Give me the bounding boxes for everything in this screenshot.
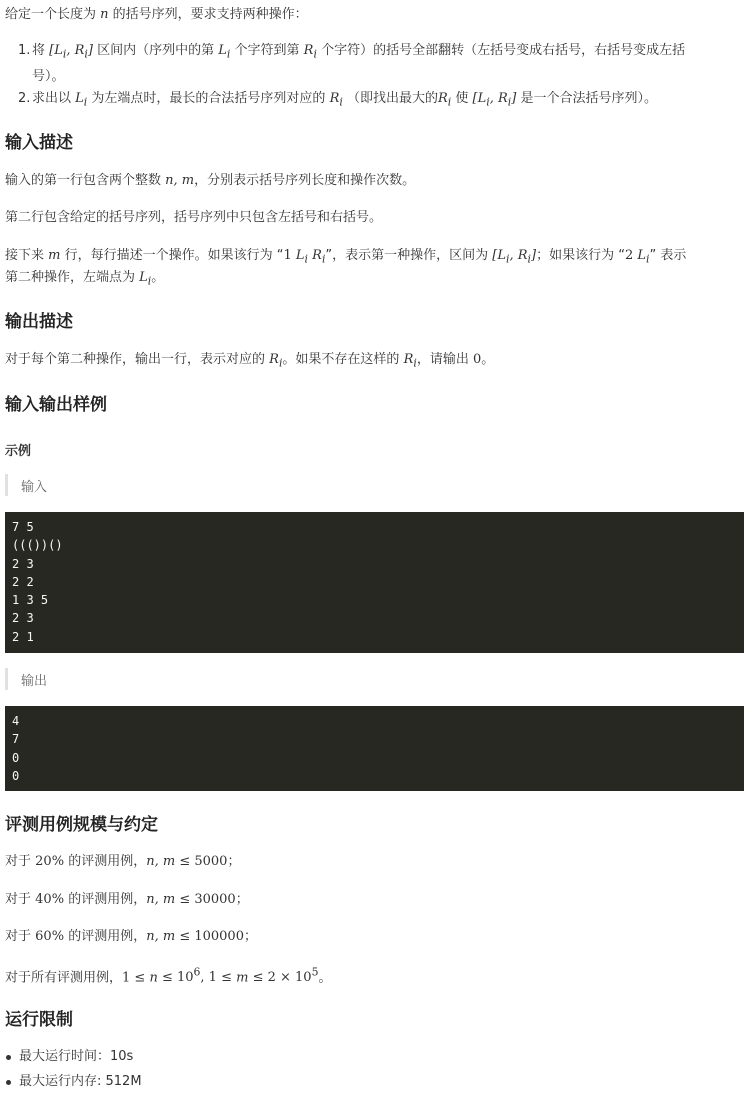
output-label-quote <box>5 668 308 690</box>
example-label: 示例 <box>5 444 32 459</box>
op-text: 区间内（序列中的第 <box>97 43 215 58</box>
code-line: 2 3 <box>12 611 34 626</box>
limit-item-time: 最大运行时间：10s <box>19 1046 133 1068</box>
input-label: 输入 <box>21 480 48 495</box>
code-line: 0 <box>12 768 20 783</box>
input-paragraph-2: 第二行包含给定的括号序列，括号序列中只包含左括号和右括号。 <box>5 210 383 225</box>
op-text: 个字符）的括号全部翻转（左括号变成右括号，右括号变成左括 <box>321 43 686 58</box>
scale-row-all: 对于所有评测用例，$1 \le n \le 10^6$, $1 \le m \le 2 \times 10^5$。 <box>5 966 332 986</box>
intro-paragraph <box>5 4 746 26</box>
scale-row-1: 对于 20% 的评测用例，n, m ≤ 5000； <box>5 854 241 869</box>
op-text: 号）。 <box>32 68 65 84</box>
op-text: 个字符到第 <box>234 43 300 58</box>
output-label: 输出 <box>21 674 48 689</box>
math-zero: 0 <box>473 352 482 367</box>
math-Ri: $R_i$ <box>269 352 283 370</box>
sample-heading: 输入输出样例 <box>5 395 107 415</box>
input-paragraph-3: 接下来 m 行，每行描述一个操作。如果该行为 “1 $L_i$ $R_i$”，表示第一种操作，区间为 [$L_i$, $R_i$]；如果该行为 “2 $L_i$” 表示 <box>5 248 687 266</box>
list-number: 1. <box>18 43 31 58</box>
input-paragraph-1: 输入的第一行包含两个整数 n, m，分别表示括号序列长度和操作次数。 <box>5 173 416 188</box>
code-line: 7 <box>12 732 20 747</box>
op-text: 是一个合法括号序列）。 <box>520 91 657 106</box>
operation-item-2 <box>20 88 746 114</box>
math-Li: $L_i$ <box>139 270 152 288</box>
scale-heading: 评测用例规模与约定 <box>5 815 158 835</box>
math-interval: [$L_i$, $R_i$] <box>472 91 517 109</box>
math-Ri: $R_i$ <box>437 91 452 109</box>
bullet-icon <box>6 1080 11 1085</box>
sample-input-code[interactable] <box>5 512 744 653</box>
input-paragraph-3-cont: 第二种操作，左端点为 $L_i$。 <box>5 270 165 288</box>
sample-output-code[interactable] <box>5 706 744 791</box>
math-Ri: $R_i$ <box>303 43 317 61</box>
code-line: ((())() <box>12 538 63 553</box>
code-line: 1 3 5 <box>12 593 49 608</box>
code-line: 2 3 <box>12 556 34 571</box>
op-text: 求出以 <box>32 91 72 106</box>
input-label-quote <box>5 474 308 496</box>
math-n: n <box>100 7 109 22</box>
math-Ri: $R_i$ <box>329 91 343 109</box>
code-line: 4 <box>12 714 20 728</box>
op-text: （即找出最大的 <box>346 91 438 106</box>
operation-item-1 <box>20 40 746 88</box>
op-text: 将 <box>32 43 46 58</box>
math-Li: $L_i$ <box>218 43 231 61</box>
op-text: 使 <box>455 91 469 106</box>
code-line: 2 1 <box>12 629 34 644</box>
math-Ri: $R_i$ <box>403 352 417 370</box>
math-m: m <box>48 248 61 263</box>
math-n-m: n, m <box>165 173 195 188</box>
intro-text: 给定一个长度为 <box>5 7 97 22</box>
code-line: 0 <box>12 750 20 765</box>
bullet-icon <box>6 1055 11 1060</box>
limit-item-memory: 最大运行内存: 512M <box>19 1071 142 1093</box>
scale-row-3: 对于 60% 的评测用例，n, m ≤ 100000； <box>5 929 257 944</box>
list-number: 2. <box>18 91 31 106</box>
op-text: 为左端点时，最长的合法括号序列对应的 <box>91 91 326 106</box>
math-Li: $L_i$ <box>75 91 88 109</box>
code-line: 7 5 <box>12 520 34 534</box>
intro-text-2: 的括号序列，要求支持两种操作： <box>112 7 308 22</box>
scale-row-2: 对于 40% 的评测用例，n, m ≤ 30000； <box>5 892 249 907</box>
math-interval: [$L_i$, $R_i$] <box>49 43 93 61</box>
output-heading: 输出描述 <box>5 312 73 332</box>
input-heading: 输入描述 <box>5 133 73 153</box>
limits-heading: 运行限制 <box>5 1010 73 1030</box>
output-paragraph: 对于每个第二种操作，输出一行，表示对应的 $R_i$。如果不存在这样的 $R_i$，请输出 0。 <box>5 352 495 370</box>
math-interval: [$L_i$, $R_i$] <box>492 248 537 266</box>
code-line: 2 2 <box>12 574 34 589</box>
